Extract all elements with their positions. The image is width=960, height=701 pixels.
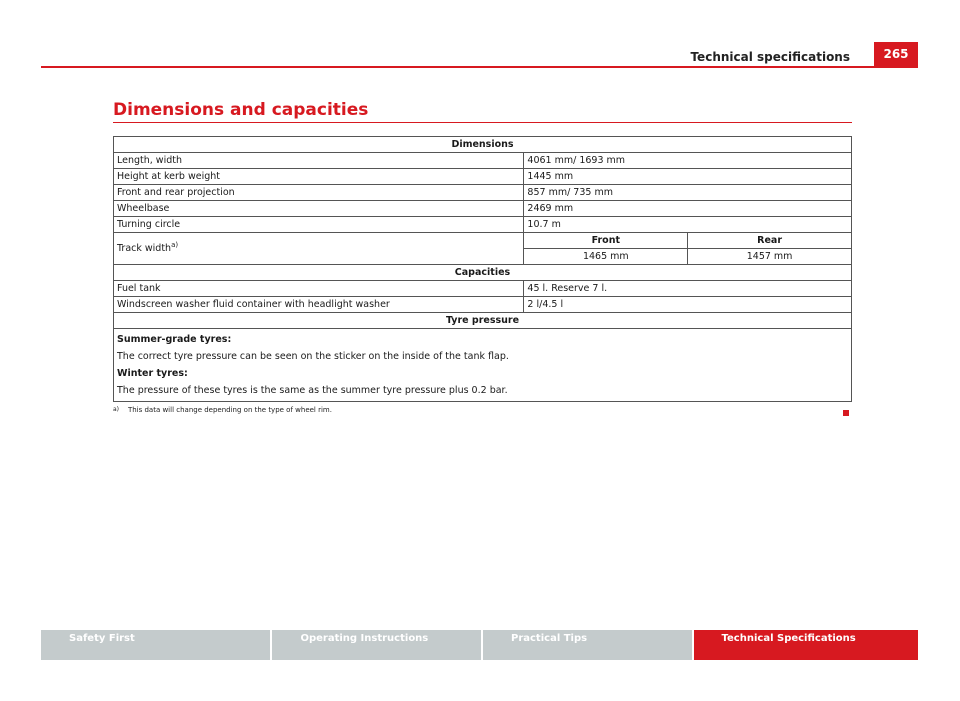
- winter-tyres-text: The pressure of these tyres is the same as the summer tyre pressure plus 0.2 bar.: [117, 385, 508, 396]
- rear-track-value: 1457 mm: [688, 249, 852, 265]
- dimensions-heading: Dimensions: [114, 137, 852, 153]
- summer-tyres-text: The correct tyre pressure can be seen on the sticker on the inside of the tank flap.: [117, 351, 509, 362]
- row-label: Windscreen washer fluid container with headlight washer: [114, 297, 524, 313]
- winter-tyres-label: Winter tyres:: [117, 368, 188, 379]
- table-row: [114, 153, 852, 169]
- row-value: 2469 mm: [524, 201, 852, 217]
- table-row: [114, 233, 852, 249]
- tab-technical-specifications[interactable]: Technical Specifications: [694, 630, 918, 660]
- specifications-table: [113, 136, 852, 402]
- row-label: Fuel tank: [114, 281, 524, 297]
- footnote-marker: a): [171, 241, 179, 249]
- tab-operating-instructions[interactable]: Operating Instructions: [272, 630, 481, 660]
- section-title: Dimensions and capacities: [113, 100, 369, 120]
- table-row: [114, 137, 852, 153]
- page-number: 265: [874, 42, 918, 66]
- header-rule: [41, 66, 918, 68]
- table-row: [114, 281, 852, 297]
- footnote-text: This data will change depending on the type of wheel rim.: [127, 406, 332, 414]
- table-row: [114, 169, 852, 185]
- front-header: Front: [524, 233, 688, 249]
- footnote-marker: a): [113, 406, 120, 413]
- running-header-title: Technical specifications: [690, 50, 850, 64]
- tab-safety-first[interactable]: Safety First: [41, 630, 270, 660]
- table-row: [114, 265, 852, 281]
- rear-header: Rear: [688, 233, 852, 249]
- track-width-text: Track width: [117, 243, 172, 254]
- table-row: [114, 201, 852, 217]
- tyre-pressure-info: [114, 329, 852, 402]
- row-label: Length, width: [114, 153, 524, 169]
- row-value: 2 l/4.5 l: [524, 297, 852, 313]
- capacities-heading: Capacities: [114, 265, 852, 281]
- footnote: [113, 406, 332, 414]
- section-rule: [113, 122, 852, 123]
- front-track-value: 1465 mm: [524, 249, 688, 265]
- track-width-label: [114, 233, 524, 265]
- tab-practical-tips[interactable]: Practical Tips: [483, 630, 692, 660]
- row-label: Wheelbase: [114, 201, 524, 217]
- row-label: Front and rear projection: [114, 185, 524, 201]
- end-of-section-mark: [843, 410, 849, 416]
- table-row: [114, 185, 852, 201]
- row-value: 10.7 m: [524, 217, 852, 233]
- tyre-pressure-heading: Tyre pressure: [114, 313, 852, 329]
- chapter-nav: [41, 630, 918, 660]
- row-value: 857 mm/ 735 mm: [524, 185, 852, 201]
- table-row: [114, 297, 852, 313]
- row-value: 4061 mm/ 1693 mm: [524, 153, 852, 169]
- table-row: [114, 217, 852, 233]
- summer-tyres-label: Summer-grade tyres:: [117, 334, 232, 345]
- row-value: 45 l. Reserve 7 l.: [524, 281, 852, 297]
- row-label: Turning circle: [114, 217, 524, 233]
- row-value: 1445 mm: [524, 169, 852, 185]
- table-row: [114, 329, 852, 402]
- table-row: [114, 313, 852, 329]
- row-label: Height at kerb weight: [114, 169, 524, 185]
